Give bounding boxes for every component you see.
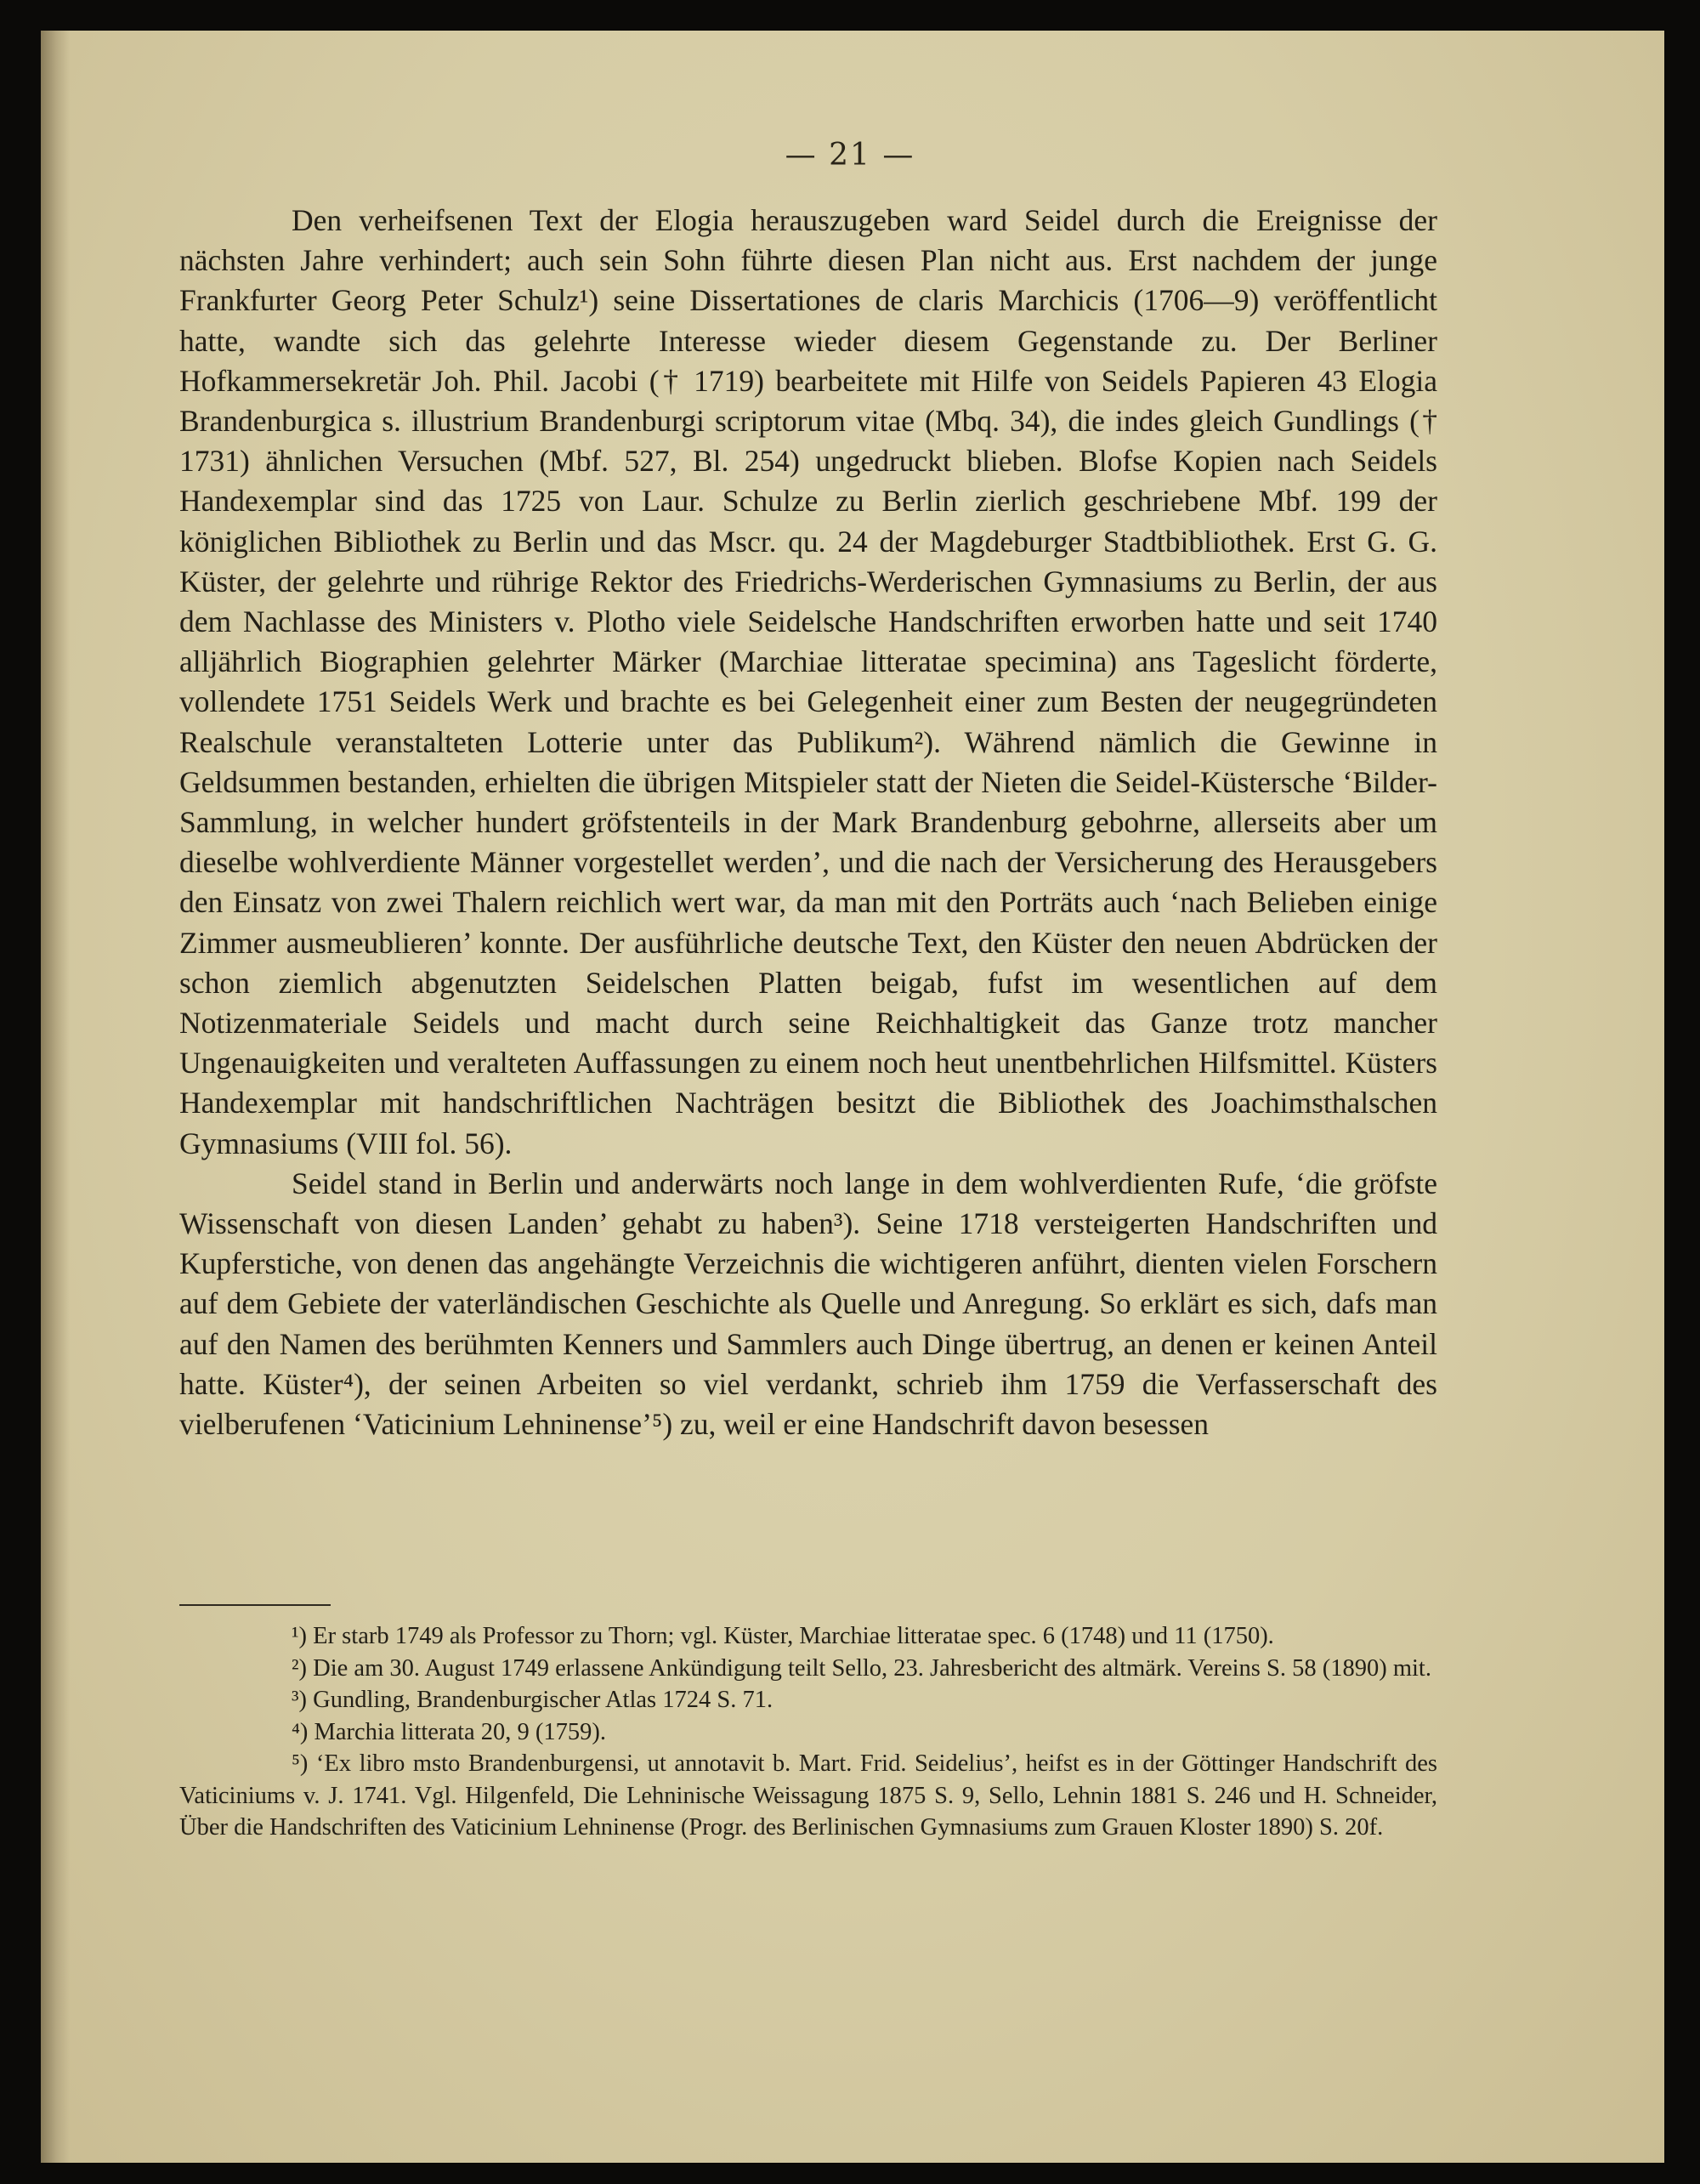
footnote: ⁴) Marchia litterata 20, 9 (1759).	[292, 1718, 607, 1745]
footnote-divider	[179, 1604, 331, 1606]
footnote: ³) Gundling, Brandenburgischer Atlas 1724 S. 71.	[292, 1687, 774, 1713]
footnote: ⁵) ‘Ex libro msto Brandenburgensi, ut annotavit b. Mart. Frid. Seidelius’, heifst es in der Göttinger Handschrift des Vaticiniums v. J. 1741. Vgl. Hilgenfeld, Die Lehninische Weissagung 1875 S. 9, Sello, Lehnin 1881 S. 246 und H. Schneider, Über die Handschriften des Vaticinium Lehninense (Progr. des Berlinischen Gymnasiums zum Grauen Kloster 1890) S. 20f.	[179, 1750, 1437, 1841]
paragraph: Den verheifsenen Text der Elogia herauszugeben ward Seidel durch die Ereignisse der nächsten Jahre verhindert; auch sein Sohn führte diesen Plan nicht aus. Erst nachdem der junge Frankfurter Georg Peter Schulz¹) seine Dissertationes de claris Marchicis (1706—9) veröffentlicht hatte, wandte sich das gelehrte Interesse wieder diesem Gegenstande zu. Der Berliner Hofkammersekretär Joh. Phil. Jacobi († 1719) bearbeitete mit Hilfe von Seidels Papieren 43 Elogia Brandenburgica s. illustrium Brandenburgi scriptorum vitae (Mbq. 34), die indes gleich Gundlings († 1731) ähnlichen Versuchen (Mbf. 527, Bl. 254) ungedruckt blieben. Blofse Kopien nach Seidels Handexemplar sind das 1725 von Laur. Schulze zu Berlin zierlich geschriebene Mbf. 199 der königlichen Bibliothek zu Berlin und das Mscr. qu. 24 der Magdeburger Stadtbibliothek. Erst G. G. Küster, der gelehrte und rührige Rektor des Friedrichs-Werderischen Gymnasiums zu Berlin, der aus dem Nachlasse des Ministers v. Plotho viele Seidelsche Handschriften erworben hatte und seit 1740 alljährlich Biographien gelehrter Märker (Marchiae litteratae specimina) ans Tageslicht förderte, vollendete 1751 Seidels Werk und brachte es bei Gelegenheit einer zum Besten der neugegründeten Realschule veranstalteten Lotterie unter das Publikum²). Während nämlich die Gewinne in Geldsummen bestanden, erhielten die übrigen Mitspieler statt der Nieten die Seidel-Küstersche ‘Bilder-Sammlung, in welcher hundert gröfstenteils in der Mark Brandenburg gebohrne, allerseits aber um dieselbe wohlverdiente Männer vorgestellet werden’, und die nach der Versicherung des Herausgebers den Einsatz von zwei Thalern reichlich wert war, da man mit den Porträts auch ‘nach Belieben einige Zimmer ausmeublieren’ konnte. Der ausführliche deutsche Text, den Küster den neuen Abdrücken der schon ziemlich abgenutzten Seidelschen Platten beigab, fufst im wesentlichen auf dem Notizenmateriale Seidels und macht durch seine Reichhaltigkeit das Ganze trotz mancher Ungenauigkeiten und veralteten Auffassungen zu einem noch heut unentbehrlichen Hilfsmittel. Küsters Handexemplar mit handschriftlichen Nachträgen besitzt die Bibliothek des Joachimsthalschen Gymnasiums (VIII fol. 56).	[179, 203, 1437, 1160]
page-number: — 21 —	[785, 138, 915, 173]
footnote: ²) Die am 30. August 1749 erlassene Ankündigung teilt Sello, 23. Jahresbericht des altmärk. Vereins S. 58 (1890) mit.	[292, 1654, 1431, 1682]
footnote: ¹) Er starb 1749 als Professor zu Thorn; vgl. Küster, Marchiae litteratae spec. 6 (1748) und 11 (1750).	[292, 1623, 1274, 1649]
paragraph: Seidel stand in Berlin und anderwärts noch lange in dem wohlverdienten Rufe, ‘die gröfste Wissenschaft von diesen Landen’ gehabt zu haben³). Seine 1718 versteigerten Handschriften und Kupferstiche, von denen das angehängte Verzeichnis die wichtigeren anführt, dienten vielen Forschern auf dem Gebiete der vaterländischen Geschichte als Quelle und Anregung. So erklärt es sich, dafs man auf den Namen des berühmten Kenners und Sammlers auch Dinge übertrug, an denen er keinen Anteil hatte. Küster⁴), der seinen Arbeiten so viel verdankt, schrieb ihm 1759 die Verfasserschaft des vielberufenen ‘Vaticinium Lehninense’⁵) zu, weil er eine Handschrift davon besessen	[179, 1166, 1437, 1442]
main-text	[179, 201, 1437, 1444]
footnotes	[179, 1620, 1437, 1844]
page-gutter-shadow	[41, 31, 70, 2163]
